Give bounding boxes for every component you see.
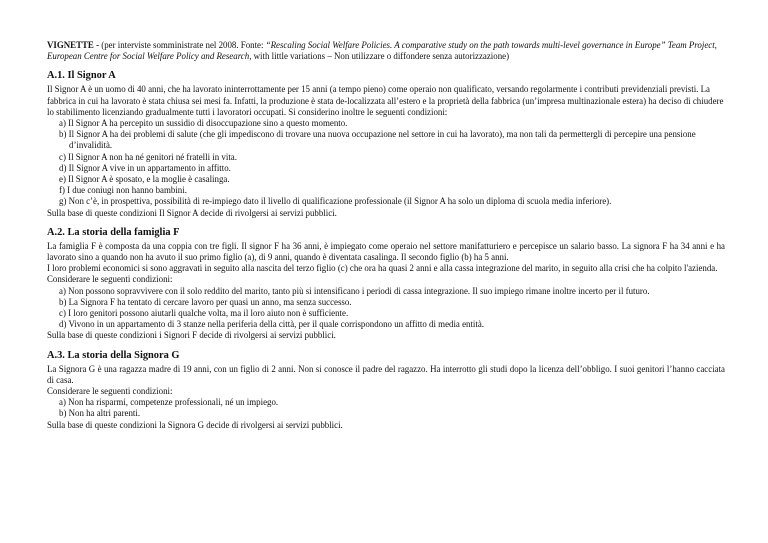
section-a3-intro: La Signora G è una ragazza madre di 19 anni, con un figlio di 2 anni. Non si conosce il padre del ragazzo. Ha interrotto gli studi dopo la licenza dell’obbligo. I suoi genitori l’hanno cacciata di casa. [47,363,725,385]
section-a1-intro: Il Signor A è un uomo di 40 anni, che ha lavorato ininterrottamente per 15 anni (a tempo pieno) come operaio non qualificato, versando regolarmente i contributi previdenziali previsti. La fabbrica in cui ha lavorato è stata chiusa sei mesi fa. Infatti, la produzione è stata de-localizzata all’estero e la proprietà della fabbrica (un’impresa multinazionale estera) ha deciso di chiudere lo stabilimento licenziando gradualmente tutti i lavoratori occupati. Si considerino inoltre le seguenti condizioni: [47,84,724,117]
condition-item: e) Il Signor A è sposato, e la moglie è casalinga. [59,174,230,185]
section-a2-lead-in: Considerare le seguenti condizioni: [47,274,173,285]
section-a3 [47,349,725,431]
section-a2 [47,226,725,342]
condition-item: c) I loro genitori possono aiutarli qualche volta, ma il loro aiuto non è sufficiente. [59,308,349,319]
condition-item: a) Non ha risparmi, competenze professionali, né un impiego. [59,397,279,408]
condition-item: c) Il Signor A non ha né genitori né fratelli in vita. [59,151,237,162]
section-a3-title: A.3. La storia della Signora G [47,349,180,361]
condition-item: f) I due coniugi non hanno bambini. [59,185,187,196]
condition-item: b) Non ha altri parenti. [59,408,141,419]
condition-item: b) Il Signor A ha dei problemi di salute (che gli impediscono di trovare una nuova occupazione nel settore in cui ha lavorato), ma non tali da permettergli di percepire una pensione d’invalidità. [59,129,696,151]
condition-item: b) La Signora F ha tentato di cercare lavoro per quasi un anno, ma senza successo. [59,296,352,307]
section-a1-conditions [47,118,725,208]
section-a3-lead-in: Considerare le seguenti condizioni: [47,386,173,397]
header-lead: VIGNETTE - [47,40,100,50]
section-a1-closing: Sulla base di queste condizioni Il Signor A decide di rivolgersi ai servizi pubblici. [47,207,337,218]
section-a3-conditions [47,397,725,419]
condition-item: a) Non possono sopravvivere con il solo reddito del marito, tanto più si intensificano i periodi di cassa integrazione. Il suo impiego rimane inoltre incerto per il futuro. [59,285,650,296]
section-a2-intro: La famiglia F è composta da una coppia con tre figli. Il signor F ha 36 anni, è impiegato come operaio nel settore manifatturiero e percepisce un salario basso. La signora F ha 34 anni e ha lavorato sino a quando non ha avuto il suo primo figlio (a), di 9 anni, quando è diventata casalinga. Il secondo figlio (b) ha 5 anni. [47,240,725,263]
condition-item: d) Il Signor A vive in un appartamento in affitto. [59,162,231,173]
condition-item: d) Vivono in un appartamento di 3 stanze nella periferia della città, per il quale corrispondono un affitto di media entità. [59,319,485,330]
header-source-intro: (per interviste somministrate nel 2008. Fonte: [99,40,266,50]
header-source-title: “Rescaling Social Welfare Policies. A comparative study on the path towards multi-level governance in Europe” Team Project, European Centre for Social Welfare Policy and Research [47,40,717,62]
condition-item: g) Non c’è, in prospettiva, possibilità di re-impiego dato il livello di qualificazione professionale (il Signor A ha solo un diploma di scuola media inferiore). [59,196,612,207]
section-a2-closing: Sulla base di queste condizioni i Signori F decide di rivolgersi ai servizi pubblici. [47,330,336,341]
header-source-note: , with little variations – Non utilizzare o diffondere senza autorizzazione) [249,51,510,62]
section-a2-intro-2: I loro problemi economici si sono aggravati in seguito alla nascita del terzo figlio (c) che ora ha quasi 2 anni e alla cassa integrazione del marito, in seguito alla crisi che ha colpito l'azienda. [47,263,718,274]
section-a2-title: A.2. La storia della famiglia F [47,226,180,238]
document-header [47,40,725,62]
section-a2-conditions [47,286,725,331]
condition-item: a) Il Signor A ha percepito un sussidio di disoccupazione sino a questo momento. [59,118,348,129]
section-a1-title: A.1. Il Signor A [47,70,116,82]
section-a3-closing: Sulla base di queste condizioni la Signora G decide di rivolgersi ai servizi pubblici. [47,419,343,430]
document-page [47,40,725,438]
section-a1 [47,69,725,218]
